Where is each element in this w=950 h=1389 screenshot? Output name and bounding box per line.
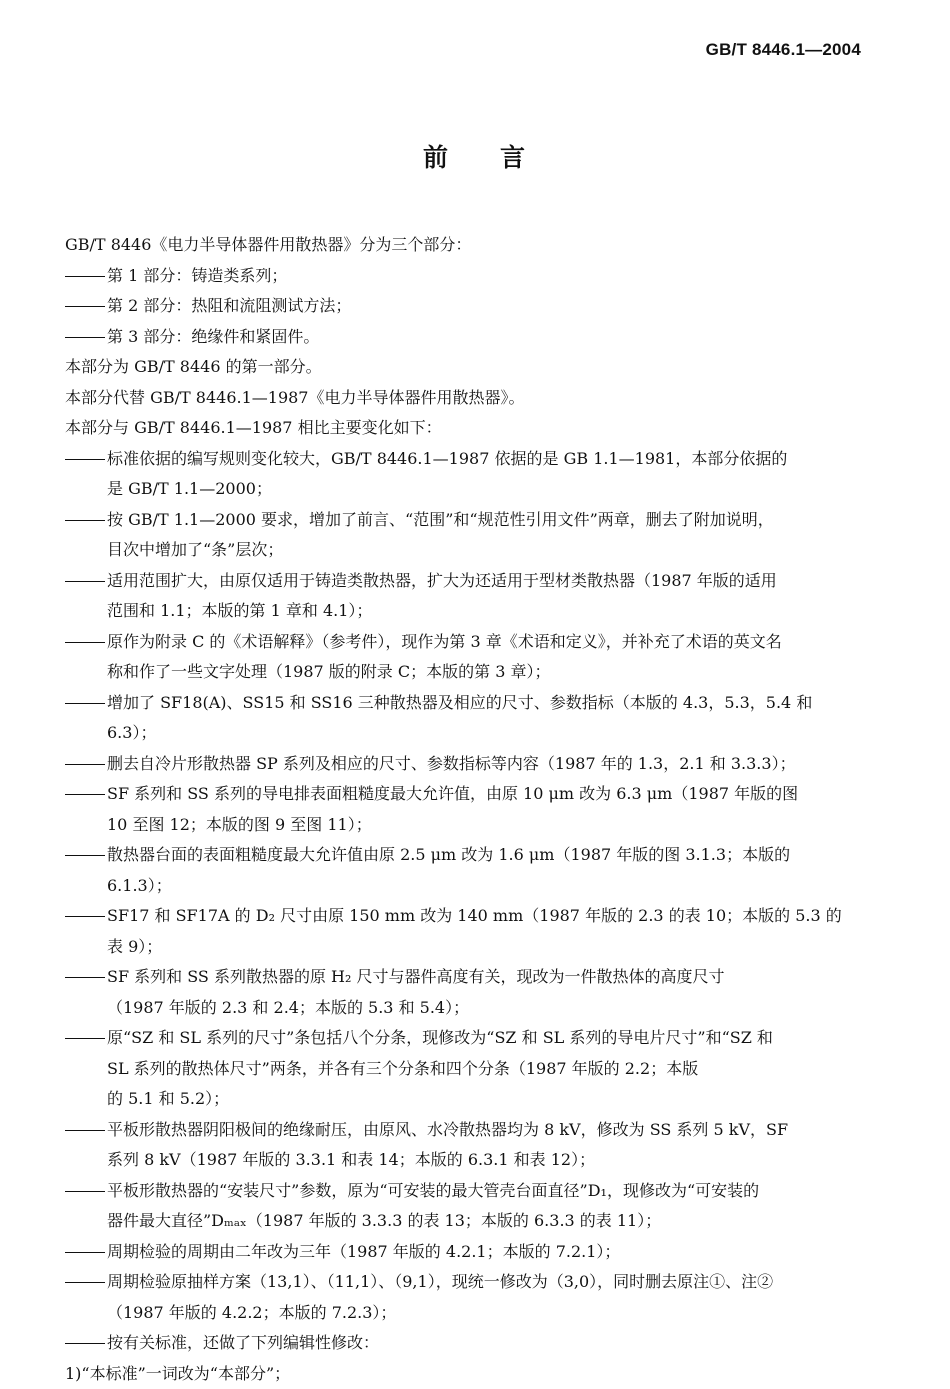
paragraph-text: 按有关标准，还做了下列编辑性修改： <box>107 1333 379 1352</box>
em-dash-bullet <box>65 764 105 765</box>
change-item <box>65 688 865 719</box>
paragraph-text: 第 3 部分：绝缘件和紧固件。 <box>107 327 319 346</box>
paragraph-text: 本部分为 GB/T 8446 的第一部分。 <box>65 357 322 376</box>
change-item <box>65 1176 865 1207</box>
paragraph-text: 增加了 SF18(A)、SS15 和 SS16 三种散热器及相应的尺寸、参数指标（本版的 4.3，5.3，5.4 和 <box>107 693 812 712</box>
change-item <box>65 627 865 658</box>
paragraph-text: 第 2 部分：热阻和流阻测试方法； <box>107 296 351 315</box>
paragraph-text: 器件最大直径”Dₘₐₓ（1987 年版的 3.3.3 的表 13；本版的 6.3.3 的表 11）； <box>107 1211 661 1230</box>
paragraph-text: 本部分与 GB/T 8446.1—1987 相比主要变化如下： <box>65 418 442 437</box>
paragraph-text: 标准依据的编写规则变化较大，GB/T 8446.1—1987 依据的是 GB 1.1—1981，本部分依据的 <box>107 449 787 468</box>
em-dash-bullet <box>65 337 105 338</box>
paragraph-text: 第 1 部分：铸造类系列； <box>107 266 287 285</box>
paragraph-text: 平板形散热器的“安装尺寸”参数，原为“可安装的最大管壳台面直径”D₁，现修改为“可安装的 <box>107 1181 759 1200</box>
em-dash-bullet <box>65 1282 105 1283</box>
em-dash-bullet <box>65 1038 105 1039</box>
change-item-continuation <box>65 1145 865 1176</box>
item-number: 1) <box>65 1364 81 1383</box>
change-item <box>65 901 865 932</box>
paragraph-text: 称和作了一些文字处理（1987 版的附录 C；本版的第 3 章）； <box>107 662 551 681</box>
paragraph-text: “本标准”一词改为“本部分”； <box>81 1364 290 1383</box>
change-item <box>65 1023 865 1054</box>
paragraph-text: SF 系列和 SS 系列的导电排表面粗糙度最大允许值，由原 10 μm 改为 6.3 μm（1987 年版的图 <box>107 784 798 803</box>
change-item-continuation <box>65 1054 865 1085</box>
paragraph <box>65 383 865 414</box>
change-item-continuation <box>65 474 865 505</box>
paragraph-text: （1987 年版的 2.3 和 2.4；本版的 5.3 和 5.4）； <box>107 998 469 1017</box>
em-dash-bullet <box>65 703 105 704</box>
paragraph-text: SF 系列和 SS 系列散热器的原 H₂ 尺寸与器件高度有关，现改为一件散热体的高度尺寸 <box>107 967 725 986</box>
change-item <box>65 566 865 597</box>
change-item <box>65 1328 865 1359</box>
paragraph <box>65 413 865 444</box>
paragraph-text: 散热器台面的表面粗糙度最大允许值由原 2.5 μm 改为 1.6 μm（1987 年版的图 3.1.3；本版的 <box>107 845 790 864</box>
em-dash-bullet <box>65 1130 105 1131</box>
paragraph <box>65 352 865 383</box>
change-item-continuation <box>65 596 865 627</box>
change-item-continuation <box>65 871 865 902</box>
title-part-2: 言 <box>500 143 527 172</box>
change-item <box>65 505 865 536</box>
change-item-continuation <box>65 657 865 688</box>
paragraph-text: 平板形散热器阴阳极间的绝缘耐压，由原风、水冷散热器均为 8 kV，修改为 SS 系列 5 kV，SF <box>107 1120 788 1139</box>
change-item <box>65 1267 865 1298</box>
paragraph-text: 删去自冷片形散热器 SP 系列及相应的尺寸、参数指标等内容（1987 年的 1.3，2.1 和 3.3.3）； <box>107 754 796 773</box>
paragraph-text: 按 GB/T 1.1—2000 要求，增加了前言、“范围”和“规范性引用文件”两章，删去了附加说明， <box>107 510 774 529</box>
change-item-continuation <box>65 810 865 841</box>
em-dash-bullet <box>65 855 105 856</box>
paragraph-text: SL 系列的散热体尺寸”两条，并各有三个分条和四个分条（1987 年版的 2.2；本版 <box>107 1059 698 1078</box>
change-item <box>65 779 865 810</box>
change-item <box>65 1237 865 1268</box>
change-item <box>65 322 865 353</box>
paragraph-text: SF17 和 SF17A 的 D₂ 尺寸由原 150 mm 改为 140 mm（1987 年版的 2.3 的表 10；本版的 5.3 的 <box>107 906 842 925</box>
change-item-continuation <box>65 718 865 749</box>
title-part-1: 前 <box>423 143 450 172</box>
change-item <box>65 444 865 475</box>
change-item <box>65 962 865 993</box>
em-dash-bullet <box>65 306 105 307</box>
em-dash-bullet <box>65 520 105 521</box>
paragraph-text: 的 5.1 和 5.2）； <box>107 1089 229 1108</box>
change-item <box>65 840 865 871</box>
numbered-item <box>65 1359 865 1389</box>
change-item <box>65 749 865 780</box>
paragraph-text: 周期检验的周期由二年改为三年（1987 年版的 4.2.1；本版的 7.2.1）； <box>107 1242 620 1261</box>
change-item-continuation <box>65 1084 865 1115</box>
paragraph-text: 原作为附录 C 的《术语解释》（参考件），现作为第 3 章《术语和定义》，并补充了术语的英文名 <box>107 632 782 651</box>
paragraph-text: 6.3）； <box>107 723 156 742</box>
paragraph-text: 范围和 1.1；本版的第 1 章和 4.1）； <box>107 601 372 620</box>
paragraph-text: 目次中增加了“条”层次； <box>107 540 283 559</box>
em-dash-bullet <box>65 1343 105 1344</box>
change-item-continuation <box>65 1206 865 1237</box>
paragraph <box>65 230 865 261</box>
change-item-continuation <box>65 1298 865 1329</box>
change-item <box>65 261 865 292</box>
foreword-body <box>65 230 865 1389</box>
em-dash-bullet <box>65 1191 105 1192</box>
em-dash-bullet <box>65 916 105 917</box>
paragraph-text: 周期检验原抽样方案（13,1）、（11,1）、（9,1），现统一修改为（3,0），同时删去原注①、注② <box>107 1272 773 1291</box>
paragraph-text: 系列 8 kV（1987 年版的 3.3.1 和表 14；本版的 6.3.1 和表 12）； <box>107 1150 595 1169</box>
em-dash-bullet <box>65 794 105 795</box>
em-dash-bullet <box>65 1252 105 1253</box>
paragraph-text: 10 至图 12；本版的图 9 至图 11）； <box>107 815 372 834</box>
em-dash-bullet <box>65 459 105 460</box>
change-item <box>65 291 865 322</box>
paragraph-text: 6.1.3）； <box>107 876 172 895</box>
paragraph-text: 本部分代替 GB/T 8446.1—1987《电力半导体器件用散热器》。 <box>65 388 524 407</box>
page-title <box>0 138 950 174</box>
em-dash-bullet <box>65 581 105 582</box>
paragraph-text: 原“SZ 和 SL 系列的尺寸”条包括八个分条，现修改为“SZ 和 SL 系列的导电片尺寸”和“SZ 和 <box>107 1028 773 1047</box>
change-item-continuation <box>65 535 865 566</box>
change-item <box>65 1115 865 1146</box>
standard-code: GB/T 8446.1—2004 <box>706 40 861 60</box>
em-dash-bullet <box>65 642 105 643</box>
em-dash-bullet <box>65 977 105 978</box>
em-dash-bullet <box>65 276 105 277</box>
paragraph-text: 表 9）； <box>107 937 162 956</box>
change-item-continuation <box>65 993 865 1024</box>
change-item-continuation <box>65 932 865 963</box>
paragraph-text: （1987 年版的 4.2.2；本版的 7.2.3）； <box>107 1303 396 1322</box>
paragraph-text: 适用范围扩大，由原仅适用于铸造类散热器，扩大为还适用于型材类散热器（1987 年版的适用 <box>107 571 777 590</box>
paragraph-text: 是 GB/T 1.1—2000； <box>107 479 272 498</box>
paragraph-text: GB/T 8446《电力半导体器件用散热器》分为三个部分： <box>65 235 471 254</box>
